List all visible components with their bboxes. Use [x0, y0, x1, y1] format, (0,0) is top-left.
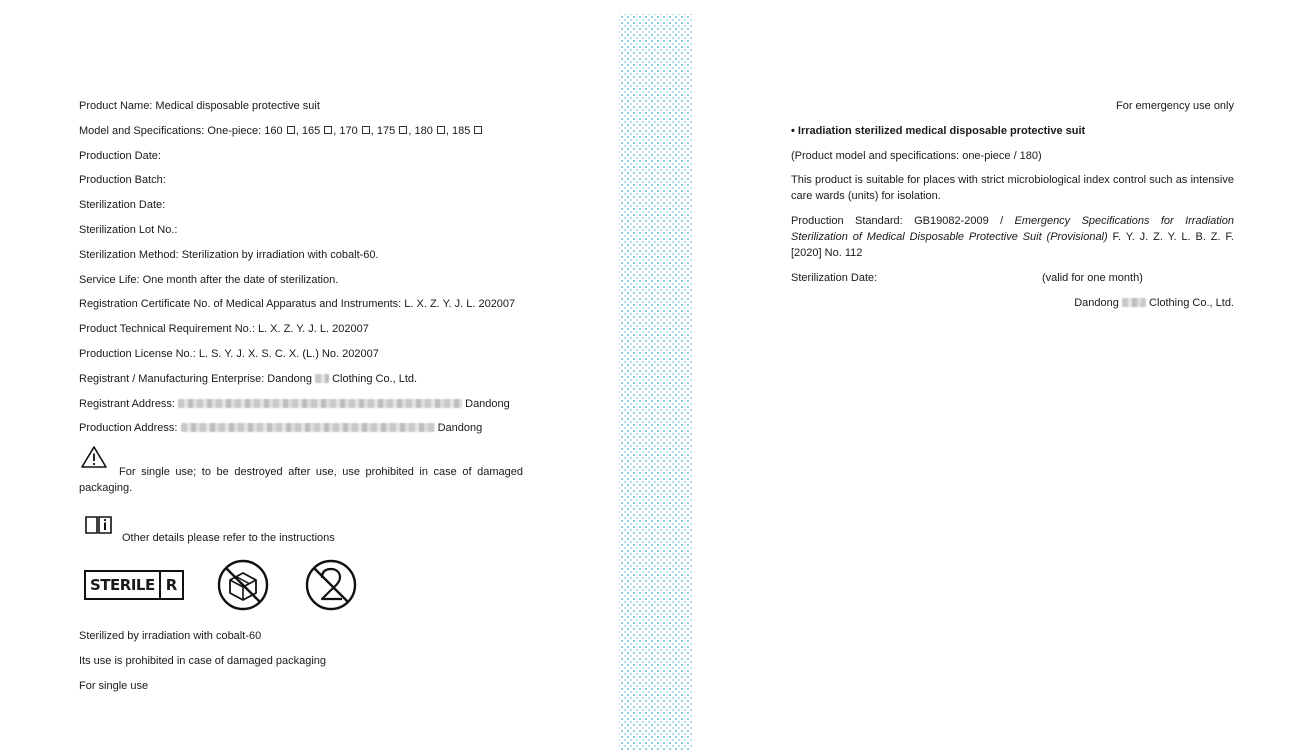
instructions-note: Other details please refer to the instructions: [122, 532, 335, 545]
size-160: 160: [264, 124, 283, 137]
service-life: Service Life: One month after the date of sterilization.: [79, 273, 339, 286]
registrant-address: [79, 396, 523, 412]
left-label-panel: [79, 98, 523, 703]
registrant-prefix: Registrant / Manufacturing Enterprise: Dandong: [79, 372, 312, 385]
redacted-address: [178, 399, 462, 408]
size-180-checkbox: [437, 126, 445, 134]
legend-single-use: For single use: [79, 679, 149, 692]
production-address-label: Production Address:: [79, 422, 178, 435]
redacted-address: [181, 423, 435, 432]
production-batch: Production Batch:: [79, 174, 166, 187]
do-not-reuse-icon: [304, 558, 358, 612]
registrant-address-label: Registrant Address:: [79, 397, 175, 410]
sterilization-date-label: Sterilization Date:: [791, 271, 878, 284]
sterilization-method: Sterilization Method: Sterilization by irradiation with cobalt-60.: [79, 248, 379, 261]
registrant: [79, 371, 523, 387]
validity-note: (valid for one month): [1042, 271, 1143, 284]
redacted-name: [1122, 298, 1146, 307]
model-specifications: Model and Specifications: One-piece: 160 , 165 , 170 , 175 , 180 , 185: [79, 123, 523, 139]
size-165: 165: [301, 124, 321, 137]
registrant-address-city: Dandong: [465, 397, 510, 410]
dotted-separator-strip: [619, 14, 693, 750]
production-license: Production License No.: L. S. Y. J. X. S. C. X. (L.) No. 202007: [79, 347, 379, 360]
standard-prefix: Production Standard: GB19082-2009 /: [791, 215, 1015, 228]
sterilization-date: Sterilization Date:: [79, 199, 166, 212]
single-use-warning-block: [79, 445, 523, 496]
size-175: 175: [376, 124, 396, 137]
standard-suffix: F. Y. J. Z. Y. L. B. Z. F. [2020] No. 112: [791, 231, 1234, 260]
size-185-checkbox: [474, 126, 482, 134]
size-170: 170: [339, 124, 358, 137]
standard-title: Emergency Specifications for Irradiation Sterilization of Medical Disposable Protective Suit (Provisional): [791, 215, 1234, 244]
size-175-checkbox: [399, 126, 407, 134]
product-model: (Product model and specifications: one-piece / 180): [791, 149, 1042, 162]
production-address: [79, 420, 523, 436]
single-use-warning: For single use; to be destroyed after use, use prohibited in case of damaged packaging.: [79, 466, 523, 495]
right-label-panel: [791, 98, 1234, 320]
instructions-book-icon: [84, 514, 114, 536]
production-standard: [791, 213, 1234, 261]
symbol-row: [79, 558, 523, 612]
model-prefix: Model and Specifications: One-piece:: [79, 124, 265, 137]
sterilization-date-row: [791, 270, 1234, 286]
size-165-checkbox: [324, 126, 332, 134]
size-160-checkbox: [287, 126, 295, 134]
production-date: Production Date:: [79, 149, 161, 162]
company-prefix: Dandong: [1074, 296, 1119, 309]
product-title: • Irradiation sterilized medical disposable protective suit: [791, 124, 1086, 137]
registrant-suffix: Clothing Co., Ltd.: [332, 372, 418, 385]
sterilization-lot: Sterilization Lot No.:: [79, 223, 178, 236]
production-address-city: Dandong: [437, 422, 483, 435]
sterile-word: STERILE: [86, 572, 161, 598]
legend-sterilized: Sterilized by irradiation with cobalt-60: [79, 630, 262, 643]
sterile-r-icon: [84, 570, 184, 600]
company-suffix: Clothing Co., Ltd.: [1149, 296, 1234, 309]
suitability: This product is suitable for places with strict microbiological index control such as intensive care wards (units) for isolation.: [791, 174, 1234, 203]
legend-damaged-packaging: Its use is prohibited in case of damaged packaging: [79, 654, 327, 667]
size-180: 180: [414, 124, 433, 137]
size-185: 185: [452, 124, 471, 137]
product-name: Product Name: Medical disposable protective suit: [79, 100, 320, 112]
registration-certificate: Registration Certificate No. of Medical Apparatus and Instruments: L. X. Z. Y. J. L. 202007: [79, 298, 516, 311]
redacted-name: [315, 374, 329, 383]
emergency-use-note: For emergency use only: [1116, 100, 1234, 112]
size-170-checkbox: [362, 126, 370, 134]
technical-requirement: Product Technical Requirement No.: L. X. Z. Y. J. L. 202007: [79, 323, 369, 336]
do-not-use-damaged-package-icon: [216, 558, 270, 612]
instructions-block: [79, 514, 523, 544]
sterile-r: R: [165, 576, 177, 595]
company-name: [791, 295, 1234, 311]
